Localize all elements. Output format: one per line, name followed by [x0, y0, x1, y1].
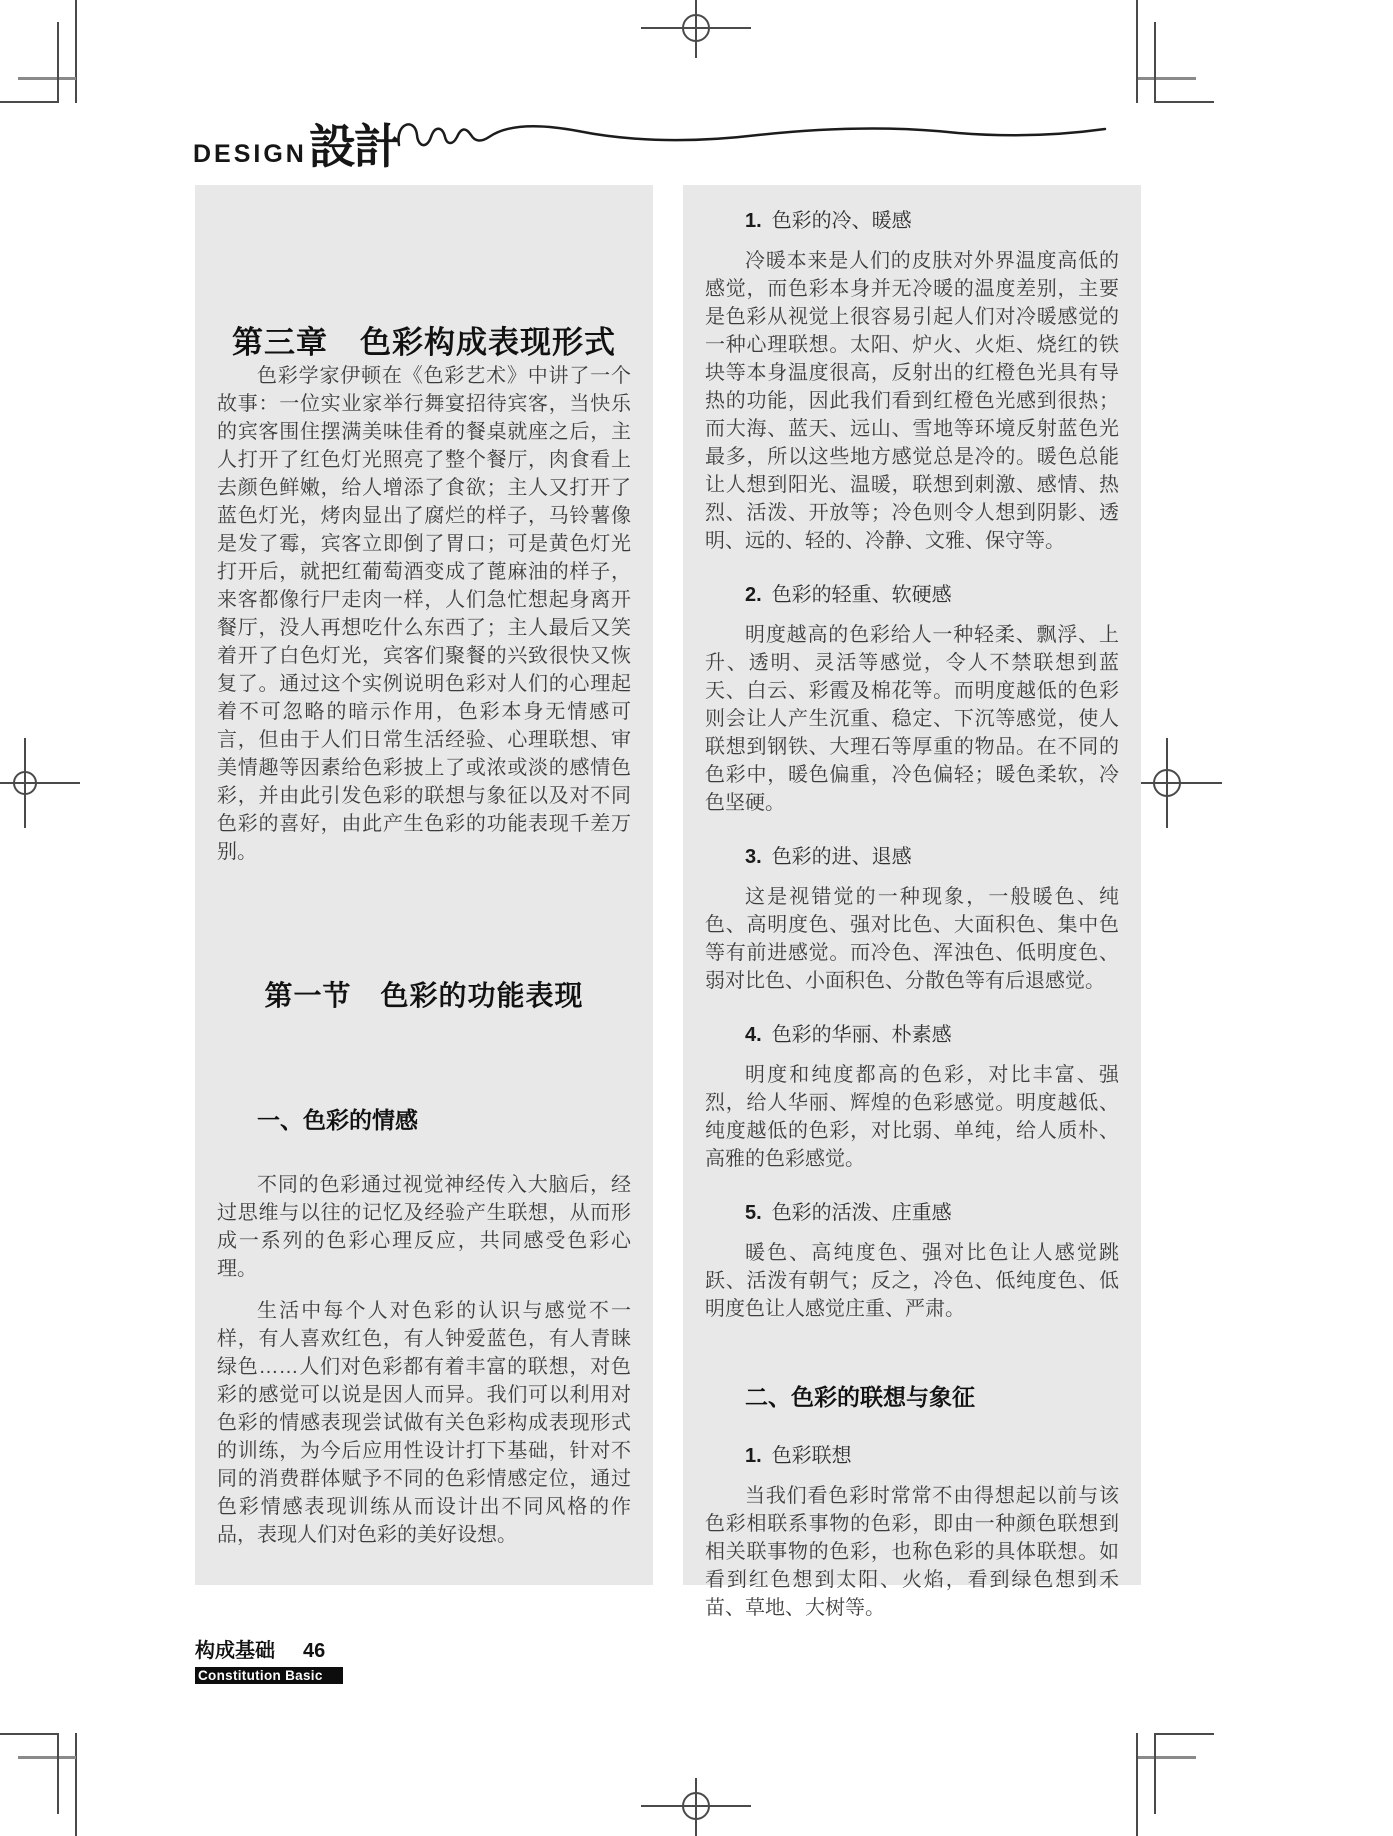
- crop-mark-line: [57, 22, 59, 103]
- intro-paragraph: 色彩学家伊顿在《色彩艺术》中讲了一个故事：一位实业家举行舞宴招待宾客，当快乐的宾客围住摆满美味佳肴的餐桌就座之后，主人打开了红色灯光照亮了整个餐厅，肉食看上去颜色鲜嫩，给人增添了食欲；主人又打开了蓝色灯光，烤肉显出了腐烂的样子，马铃薯像是发了霉，宾客立即倒了胃口；可是黄色灯光打开后，就把红葡萄酒变成了蓖麻油的样子，来客都像行尸走肉一样，人们急忙想起身离开餐厅，没人再想吃什么东西了；主人最后又笑着开了白色灯光，宾客们聚餐的兴致很快又恢复了。通过这个实例说明色彩对人们的心理起着不可忽略的暗示作用，色彩本身无情感可言，但由于人们日常生活经验、心理联想、审美情趣等因素给色彩披上了或浓或淡的感情色彩，并由此引发色彩的联想与象征以及对不同色彩的喜好，由此产生色彩的功能表现千差万别。: [217, 365, 631, 863]
- registration-target-icon: [0, 738, 80, 828]
- book-title-en: Constitution Basic: [198, 1668, 323, 1683]
- item-3-title: 色彩的进、退感: [771, 846, 912, 868]
- logo-sheji-text: 設計: [308, 120, 399, 174]
- crop-mark-line: [1136, 1733, 1138, 1836]
- item-4-heading: [745, 1021, 1119, 1049]
- crop-mark-line: [1138, 77, 1196, 80]
- item-1-number: 1.: [745, 210, 762, 232]
- item-5-body: 暖色、高纯度色、强对比色让人感觉跳跃、活泼有朝气；反之，冷色、低纯度色、低明度色让人感觉庄重、严肃。: [705, 1242, 1119, 1320]
- item-2-body: 明度越高的色彩给人一种轻柔、飘浮、上升、透明、灵活等感觉，令人不禁联想到蓝天、白云、彩霞及棉花等。而明度越低的色彩则会让人产生沉重、稳定、下沉等感觉，使人联想到钢铁、大理石等厚重的物品。在不同的色彩中，暖色偏重，冷色偏轻；暖色柔软，冷色坚硬。: [705, 624, 1119, 814]
- item-1-title: 色彩的冷、暖感: [771, 210, 912, 232]
- page-footer: [195, 1634, 343, 1684]
- item-2-title: 色彩的轻重、软硬感: [771, 584, 952, 606]
- registration-target-icon: [641, 0, 751, 58]
- crop-mark-line: [57, 1733, 59, 1814]
- footer-title-line: [195, 1634, 343, 1663]
- book-title-en-bar: [195, 1667, 343, 1684]
- right-column-panel: [683, 185, 1141, 1619]
- section-title: 第一节 色彩的功能表现: [264, 980, 584, 1011]
- association-item-1-title: 色彩联想: [771, 1445, 852, 1467]
- logo-flourish-line: [393, 107, 1113, 162]
- crop-mark-line: [1154, 22, 1156, 103]
- association-item-1-number: 1.: [745, 1445, 762, 1467]
- emotion-paragraph-1: 不同的色彩通过视觉神经传入大脑后，经过思维与以往的记忆及经验产生联想，从而形成一系列的色彩心理反应，共同感受色彩心理。: [217, 1174, 631, 1280]
- item-2-heading: [745, 581, 1119, 609]
- emotion-paragraph-2: 生活中每个人对色彩的认识与感觉不一样，有人喜欢红色，有人钟爱蓝色，有人青睐绿色……人们对色彩都有着丰富的联想，对色彩的感觉可以说是因人而异。我们可以利用对色彩的情感表现尝试做有关色彩构成表现形式的训练，为今后应用性设计打下基础，针对不同的消费群体赋予不同的色彩情感定位，通过色彩情感表现训练从而设计出不同风格的作品，表现人们对色彩的美好设想。: [217, 1300, 631, 1546]
- crop-mark-line: [1156, 1733, 1214, 1735]
- crop-mark-line: [18, 1756, 76, 1759]
- association-item-1-heading: [745, 1442, 1119, 1470]
- item-4-title: 色彩的华丽、朴素感: [771, 1024, 952, 1046]
- crop-mark-line: [0, 101, 58, 103]
- item-4-number: 4.: [745, 1024, 762, 1046]
- subsection-emotion-title: 一、色彩的情感: [257, 1107, 418, 1133]
- item-1-body: 冷暖本来是人们的皮肤对外界温度高低的感觉，而色彩本身并无冷暖的温度差别，主要是色彩从视觉上很容易引起人们对冷暖感觉的一种心理联想。太阳、炉火、火炬、烧红的铁块等本身温度很高，反射出的红橙色光具有导热的功能，因此我们看到红橙色光感到很热；而大海、蓝天、远山、雪地等环境反射蓝色光最多，所以这些地方感觉总是冷的。暖色总能让人想到阳光、温暖，联想到刺激、感情、热烈、活泼、开放等；冷色则令人想到阴影、透明、远的、轻的、冷静、文雅、保守等。: [705, 250, 1119, 552]
- item-5-heading: [745, 1199, 1119, 1227]
- crop-mark-line: [0, 1733, 58, 1735]
- crop-mark-line: [1154, 1733, 1156, 1814]
- left-column-panel: [195, 185, 653, 1585]
- item-5-title: 色彩的活泼、庄重感: [771, 1202, 952, 1224]
- registration-target-icon: [641, 1778, 751, 1836]
- page-number: 46: [303, 1640, 326, 1662]
- crop-mark-line: [75, 0, 77, 103]
- crop-mark-line: [18, 77, 76, 80]
- crop-mark-line: [1136, 0, 1138, 103]
- book-title: 构成基础: [195, 1640, 275, 1662]
- association-item-1-body: 当我们看色彩时常常不由得想起以前与该色彩相联系事物的色彩，即由一种颜色联想到相关联事物的色彩，也称色彩的具体联想。如看到红色想到太阳、火焰，看到绿色想到禾苗、草地、大树等。: [705, 1485, 1119, 1619]
- item-1-heading: [745, 207, 1119, 235]
- chapter-title: 第三章 色彩构成表现形式: [232, 325, 616, 360]
- item-2-number: 2.: [745, 584, 762, 606]
- item-3-heading: [745, 843, 1119, 871]
- logo-design-text: DESIGN: [193, 140, 307, 168]
- item-5-number: 5.: [745, 1202, 762, 1224]
- item-4-body: 明度和纯度都高的色彩，对比丰富、强烈，给人华丽、辉煌的色彩感觉。明度越低、纯度越低的色彩，对比弱、单纯，给人质朴、高雅的色彩感觉。: [705, 1064, 1119, 1170]
- crop-mark-line: [1156, 101, 1214, 103]
- item-3-number: 3.: [745, 846, 762, 868]
- crop-mark-line: [1138, 1756, 1196, 1759]
- item-3-body: 这是视错觉的一种现象，一般暖色、纯色、高明度色、强对比色、大面积色、集中色等有前进感觉。而冷色、浑浊色、低明度色、弱对比色、小面积色、分散色等有后退感觉。: [705, 886, 1119, 992]
- subsection-association-title: 二、色彩的联想与象征: [745, 1384, 975, 1410]
- crop-mark-line: [75, 1733, 77, 1836]
- design-logo: [193, 106, 1153, 174]
